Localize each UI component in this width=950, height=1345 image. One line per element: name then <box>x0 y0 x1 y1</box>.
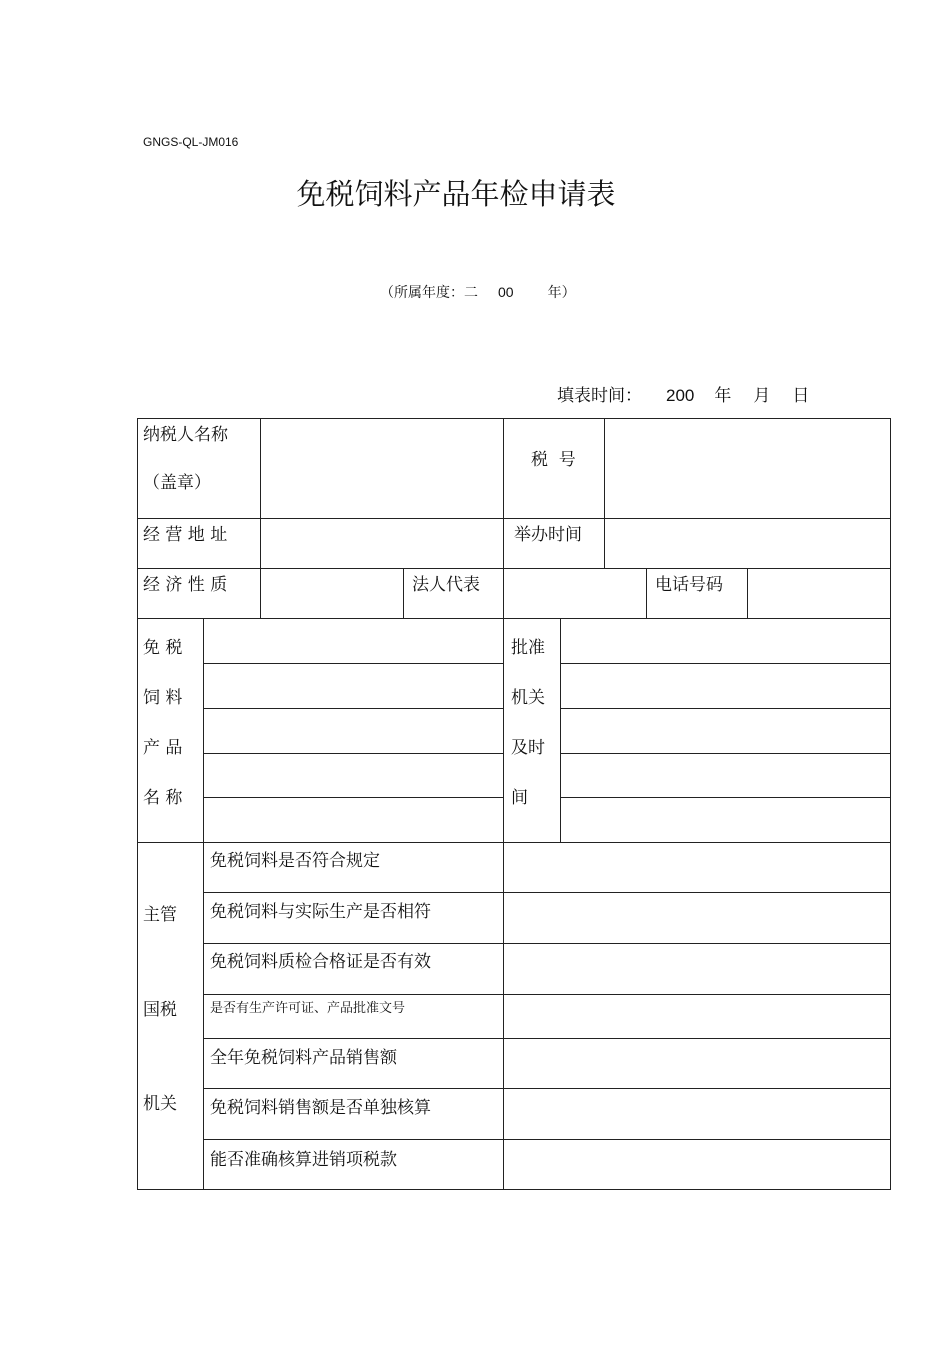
fill-time-year-unit: 年 <box>714 386 732 406</box>
product-name-label-3: 产 品 <box>143 738 183 758</box>
taxpayer-name-label: 纳税人名称 <box>143 425 228 445</box>
check-item-6: 免税饲料销售额是否单独核算 <box>210 1098 431 1118</box>
form-title: 免税饲料产品年检申请表 <box>296 177 616 211</box>
product-name-label-2: 饲 料 <box>143 688 183 708</box>
establish-time-label: 举办时间 <box>514 525 582 545</box>
business-address-label: 经 营 地 址 <box>143 525 228 545</box>
fill-time-label: 填表时间： <box>557 386 642 406</box>
check-item-1: 免税饲料是否符合规定 <box>210 851 380 871</box>
fill-time-month-unit: 月 <box>753 386 771 406</box>
economic-nature-label: 经 济 性 质 <box>143 575 228 595</box>
document-code: GNGS-QL-JM016 <box>143 135 239 149</box>
fill-time-day-unit: 日 <box>792 386 810 406</box>
fill-time-line <box>557 381 809 406</box>
authority-label-1: 主管 <box>143 905 177 925</box>
check-item-4: 是否有生产许可证、产品批准文号 <box>210 1001 406 1016</box>
fiscal-year-value: 00 <box>498 284 514 300</box>
fill-time-year: 200 <box>666 386 695 405</box>
check-item-3: 免税饲料质检合格证是否有效 <box>210 952 431 972</box>
fiscal-year-suffix: 年） <box>547 285 576 301</box>
approval-label-4: 间 <box>511 788 528 808</box>
approval-label-3: 及时 <box>511 738 545 758</box>
check-item-7: 能否准确核算进销项税款 <box>210 1150 397 1170</box>
check-item-5: 全年免税饲料产品销售额 <box>210 1048 397 1068</box>
fiscal-year-line <box>380 282 576 302</box>
phone-number-label: 电话号码 <box>655 575 723 595</box>
authority-label-3: 机关 <box>143 1094 177 1114</box>
fiscal-year-prefix: （所属年度：二 <box>380 285 478 301</box>
approval-label-1: 批准 <box>511 638 545 658</box>
seal-label: （盖章） <box>143 473 211 493</box>
tax-number-label: 税 号 <box>531 450 576 470</box>
check-item-2: 免税饲料与实际生产是否相符 <box>210 902 431 922</box>
legal-representative-label: 法人代表 <box>412 575 480 595</box>
product-name-label-1: 免 税 <box>143 638 183 658</box>
approval-label-2: 机关 <box>511 688 545 708</box>
authority-label-2: 国税 <box>143 1000 177 1020</box>
product-name-label-4: 名 称 <box>143 788 183 808</box>
